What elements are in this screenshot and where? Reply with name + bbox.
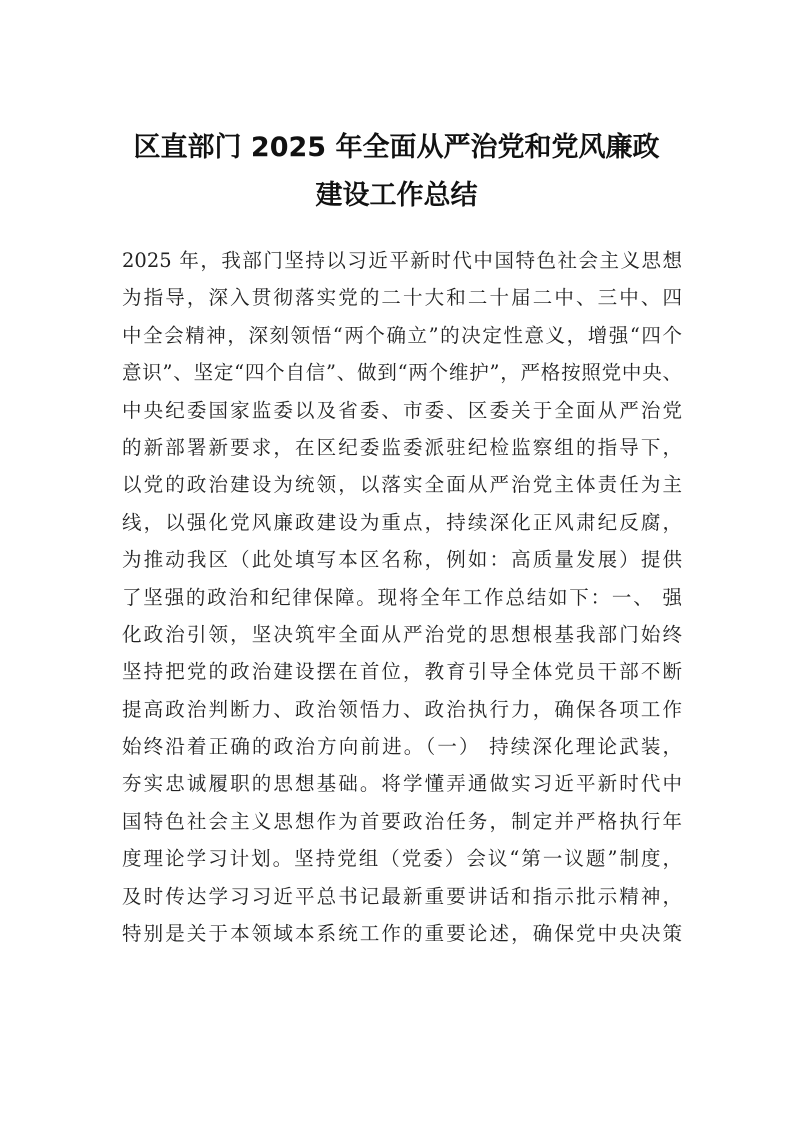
body-line: 中全会精神，深刻领悟“两个确立”的决定性意义，增强“四个 [122, 323, 682, 347]
document-body [122, 242, 682, 952]
body-line: 及时传达学习习近平总书记最新重要讲话和指示批示精神， [122, 884, 682, 908]
body-line: 特别是关于本领域本系统工作的重要论述，确保党中央决策 [122, 922, 682, 946]
body-line: 以党的政治建设为统领，以落实全面从严治党主体责任为主 [122, 473, 682, 497]
body-line: 化政治引领，坚决筑牢全面从严治党的思想根基我部门始终 [122, 622, 682, 646]
body-line: 为指导，深入贯彻落实党的二十大和二十届二中、三中、四 [122, 286, 682, 310]
body-line: 国特色社会主义思想作为首要政治任务，制定并严格执行年 [122, 809, 682, 833]
title-line-1: 区直部门 2025 年全面从严治党和党风廉政 [133, 132, 660, 163]
title-line-2: 建设工作总结 [315, 180, 478, 211]
body-line: 2025 年，我部门坚持以习近平新时代中国特色社会主义思想 [122, 249, 682, 272]
body-line: 坚持把党的政治建设摆在首位，教育引导全体党员干部不断 [122, 660, 682, 684]
body-line: 夯实忠诚履职的思想基础。将学懂弄通做实习近平新时代中 [122, 772, 682, 796]
body-line: 了坚强的政治和纪律保障。现将全年工作总结如下：一、 强 [122, 585, 682, 609]
document-title [100, 124, 693, 220]
body-line: 始终沿着正确的政治方向前进。（一） 持续深化理论武装， [122, 735, 682, 759]
body-line: 提高政治判断力、政治领悟力、政治执行力，确保各项工作 [122, 697, 682, 721]
body-line: 线，以强化党风廉政建设为重点，持续深化正风肃纪反腐， [122, 510, 682, 534]
body-line: 意识”、坚定“四个自信”、做到“两个维护”，严格按照党中央、 [122, 361, 682, 385]
body-line: 为推动我区（此处填写本区名称，例如：高质量发展）提供 [122, 548, 682, 572]
body-line: 的新部署新要求，在区纪委监委派驻纪检监察组的指导下， [122, 435, 682, 459]
body-line: 中央纪委国家监委以及省委、市委、区委关于全面从严治党 [122, 398, 682, 422]
body-line: 度理论学习计划。坚持党组（党委）会议“第一议题”制度， [122, 847, 682, 871]
